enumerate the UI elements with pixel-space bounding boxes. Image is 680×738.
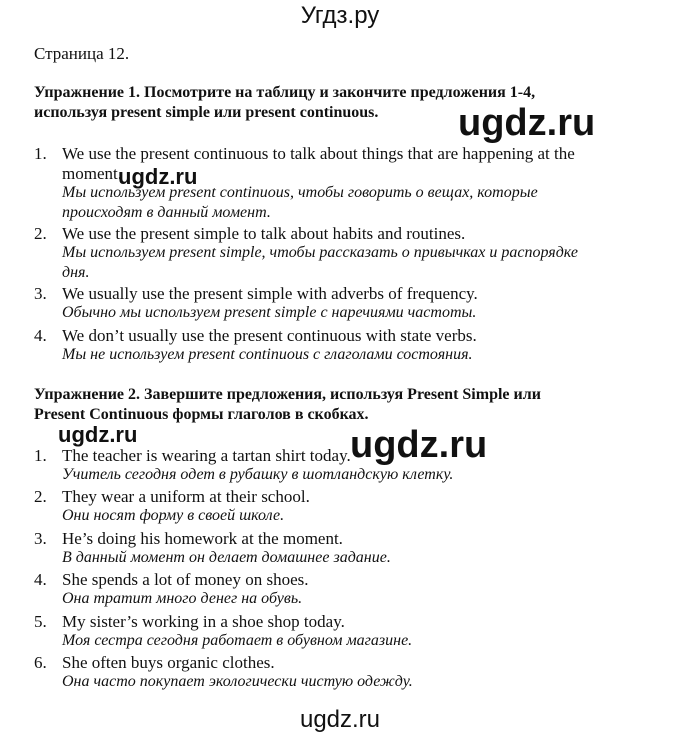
- watermark-small-middle: ugdz.ru: [58, 422, 138, 447]
- exercise-2-title: Упражнение 2. Завершите предложения, используя Present Simple или: [34, 386, 541, 403]
- ex2-item-4-number: 4.: [34, 570, 47, 589]
- ex2-item-3-english: He’s doing his homework at the moment.: [62, 529, 343, 548]
- ex2-item-4-russian: Она тратит много денег на обувь.: [62, 590, 303, 607]
- ex1-item-1-english: We use the present continuous to talk about things that are happening at the: [62, 144, 575, 163]
- ex2-item-4-english: She spends a lot of money on shoes.: [62, 570, 309, 589]
- ex1-item-4-number: 4.: [34, 326, 47, 345]
- watermark-large-middle: ugdz.ru: [350, 424, 488, 466]
- ex2-item-2-english: They wear a uniform at their school.: [62, 487, 310, 506]
- ex2-item-1-russian: Учитель сегодня одет в рубашку в шотландскую клетку.: [62, 466, 454, 483]
- ex2-item-6-russian: Она часто покупает экологически чистую одежду.: [62, 673, 413, 690]
- exercise-1-title: Упражнение 1. Посмотрите на таблицу и закончите предложения 1-4,: [34, 84, 536, 101]
- watermark-small-top: ugdz.ru: [118, 164, 198, 189]
- ex2-item-5-number: 5.: [34, 612, 47, 631]
- exercise-2-title-cont: Present Continuous формы глаголов в скобках.: [34, 406, 369, 423]
- ex2-item-6-number: 6.: [34, 653, 47, 672]
- ex1-item-2-russian: Мы используем present simple, чтобы рассказать о привычках и распорядке: [62, 244, 578, 261]
- ex2-item-3-russian: В данный момент он делает домашнее задание.: [62, 549, 391, 566]
- ex1-item-4-english: We don’t usually use the present continuous with state verbs.: [62, 326, 477, 345]
- ex1-item-3-number: 3.: [34, 284, 47, 303]
- ex2-item-3-number: 3.: [34, 529, 47, 548]
- ex2-item-2-russian: Они носят форму в своей школе.: [62, 507, 285, 524]
- ex2-item-2-number: 2.: [34, 487, 47, 506]
- ex2-item-1-english: The teacher is wearing a tartan shirt today.: [62, 446, 351, 465]
- ex1-item-1-number: 1.: [34, 144, 47, 163]
- ex1-item-1-russian-cont: происходят в данный момент.: [62, 204, 271, 221]
- watermark-large-top: ugdz.ru: [458, 102, 596, 144]
- ex1-item-3-russian: Обычно мы используем present simple с наречиями частоты.: [62, 304, 477, 321]
- exercise-1-title-cont: используя present simple или present continuous.: [34, 104, 379, 121]
- ex1-item-3-english: We usually use the present simple with adverbs of frequency.: [62, 284, 478, 303]
- site-footer-link[interactable]: ugdz.ru: [299, 706, 381, 733]
- page-number-label: Страница 12.: [34, 44, 130, 63]
- ex1-item-2-russian-cont: дня.: [62, 264, 90, 281]
- ex2-item-5-english: My sister’s working in a shoe shop today.: [62, 612, 345, 631]
- ex1-item-1-english-cont: moment.: [62, 164, 122, 183]
- ex2-item-6-english: She often buys organic clothes.: [62, 653, 275, 672]
- ex1-item-4-russian: Мы не используем present continuous с глаголами состояния.: [62, 346, 473, 363]
- ex1-item-2-number: 2.: [34, 224, 47, 243]
- ex1-item-1-russian: Мы используем present continuous, чтобы говорить о вещах, которые: [62, 184, 538, 201]
- ex1-item-2-english: We use the present simple to talk about habits and routines.: [62, 224, 466, 243]
- ex2-item-5-russian: Моя сестра сегодня работает в обувном магазине.: [62, 632, 413, 649]
- site-header-title: Угдз.ру: [300, 2, 380, 29]
- ex2-item-1-number: 1.: [34, 446, 47, 465]
